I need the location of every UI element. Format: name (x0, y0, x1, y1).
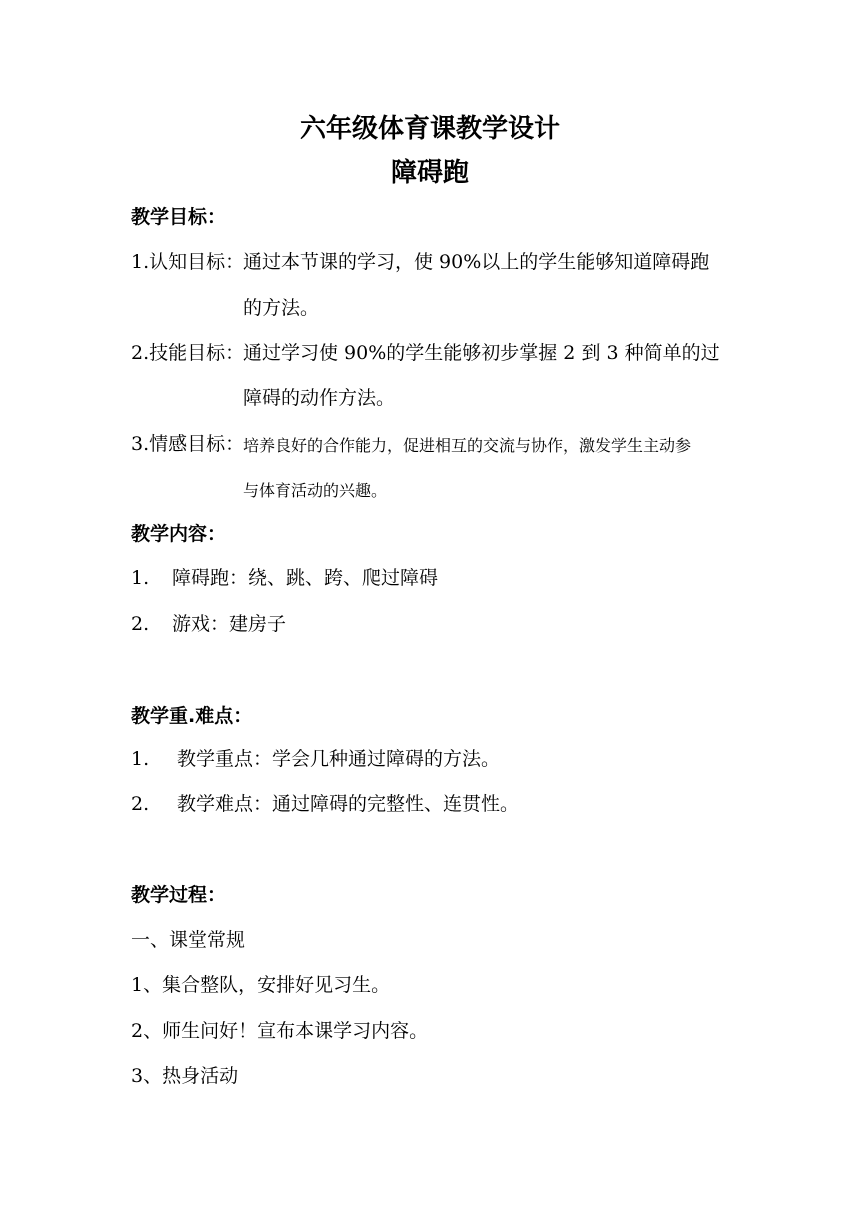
objectives-heading: 教学目标： (131, 206, 227, 228)
objective-3-text-line2: 与体育活动的兴趣。 (243, 481, 388, 500)
process-heading: 教学过程： (131, 884, 227, 906)
objective-1-text-line1: 通过本节课的学习，使 90%以上的学生能够知道障碍跑 (243, 251, 710, 273)
objective-2-text-line1: 通过学习使 90%的学生能够初步掌握 2 到 3 种简单的过 (243, 342, 720, 364)
content-item-1-text: 障碍跑：绕、跳、跨、爬过障碍 (172, 567, 439, 589)
process-line-3: 2、师生问好！宣布本课学习内容。 (131, 1020, 429, 1042)
key-point-1-num: 1. (131, 748, 150, 770)
content-item-2-num: 2. (131, 613, 150, 635)
key-point-2-text: 教学难点：通过障碍的完整性、连贯性。 (177, 793, 520, 815)
content-heading: 教学内容： (131, 523, 227, 545)
process-line-2: 1、集合整队，安排好见习生。 (131, 974, 391, 996)
content-item-2-text: 游戏：建房子 (172, 613, 287, 635)
key-points-heading: 教学重.难点： (131, 705, 253, 727)
content-item-1-num: 1. (131, 567, 150, 589)
objective-1-label: 1.认知目标： (131, 251, 245, 273)
key-point-2-num: 2. (131, 793, 150, 815)
objective-2-label: 2.技能目标： (131, 342, 245, 364)
document-subtitle: 障碍跑 (390, 158, 469, 188)
objective-2-text-line2: 障碍的动作方法。 (243, 387, 396, 409)
document-title: 六年级体育课教学设计 (299, 114, 560, 144)
key-point-1-text: 教学重点：学会几种通过障碍的方法。 (177, 748, 501, 770)
process-line-4: 3、热身活动 (131, 1065, 239, 1087)
process-line-1: 一、课堂常规 (131, 929, 246, 951)
objective-3-text-line1: 培养良好的合作能力，促进相互的交流与协作，激发学生主动参 (243, 436, 692, 455)
objective-3-label: 3.情感目标： (131, 433, 245, 455)
objective-1-text-line2: 的方法。 (243, 297, 320, 319)
